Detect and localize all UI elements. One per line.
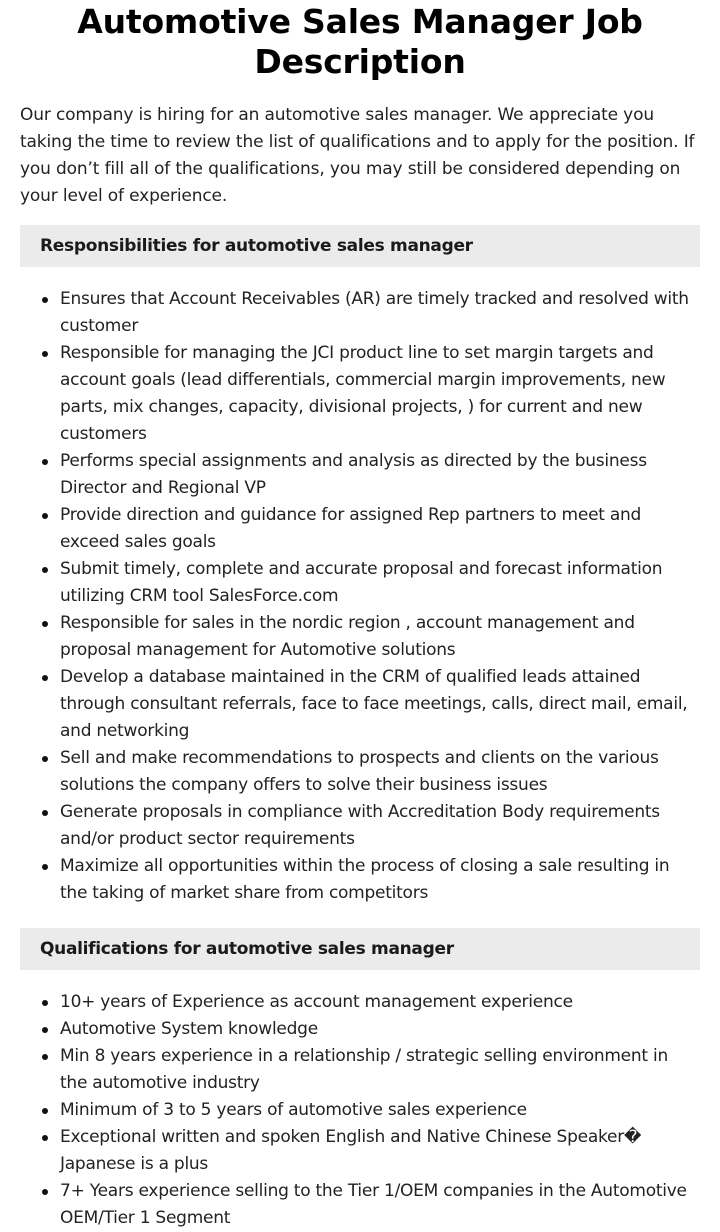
list-item: 10+ years of Experience as account management experience xyxy=(60,989,700,1016)
list-item: Performs special assignments and analysis as directed by the business Director and Regional VP xyxy=(60,448,700,502)
list-item: Generate proposals in compliance with Accreditation Body requirements and/or product sector requirements xyxy=(60,799,700,853)
list-item: Maximize all opportunities within the process of closing a sale resulting in the taking of market share from competitors xyxy=(60,853,700,907)
qualifications-list xyxy=(20,989,700,1232)
list-item: Min 8 years experience in a relationship / strategic selling environment in the automotive industry xyxy=(60,1043,700,1097)
list-item: Sell and make recommendations to prospects and clients on the various solutions the company offers to solve their business issues xyxy=(60,745,700,799)
list-item: Automotive System knowledge xyxy=(60,1016,700,1043)
responsibilities-list xyxy=(20,286,700,907)
list-item: Ensures that Account Receivables (AR) are timely tracked and resolved with customer xyxy=(60,286,700,340)
qualifications-heading: Qualifications for automotive sales manager xyxy=(20,928,700,970)
list-item: Submit timely, complete and accurate proposal and forecast information utilizing CRM tool SalesForce.com xyxy=(60,556,700,610)
list-item: Responsible for sales in the nordic region , account management and proposal management for Automotive solutions xyxy=(60,610,700,664)
list-item: Responsible for managing the JCI product line to set margin targets and account goals (lead differentials, commercial margin improvements, new parts, mix changes, capacity, divisional projects, ) for current and new customers xyxy=(60,340,700,448)
list-item: Provide direction and guidance for assigned Rep partners to meet and exceed sales goals xyxy=(60,502,700,556)
list-item: Exceptional written and spoken English and Native Chinese Speaker� Japanese is a plus xyxy=(60,1124,700,1178)
responsibilities-heading: Responsibilities for automotive sales manager xyxy=(20,225,700,267)
list-item: 7+ Years experience selling to the Tier 1/OEM companies in the Automotive OEM/Tier 1 Segment xyxy=(60,1178,700,1232)
intro-paragraph: Our company is hiring for an automotive sales manager. We appreciate you taking the time to review the list of qualifications and to apply for the position. If you don’t fill all of the qualifications, you may still be considered depending on your level of experience. xyxy=(20,105,695,206)
list-item: Minimum of 3 to 5 years of automotive sales experience xyxy=(60,1097,700,1124)
list-item: Develop a database maintained in the CRM of qualified leads attained through consultant referrals, face to face meetings, calls, direct mail, email, and networking xyxy=(60,664,700,745)
page-title: Automotive Sales Manager Job Description xyxy=(77,2,643,81)
